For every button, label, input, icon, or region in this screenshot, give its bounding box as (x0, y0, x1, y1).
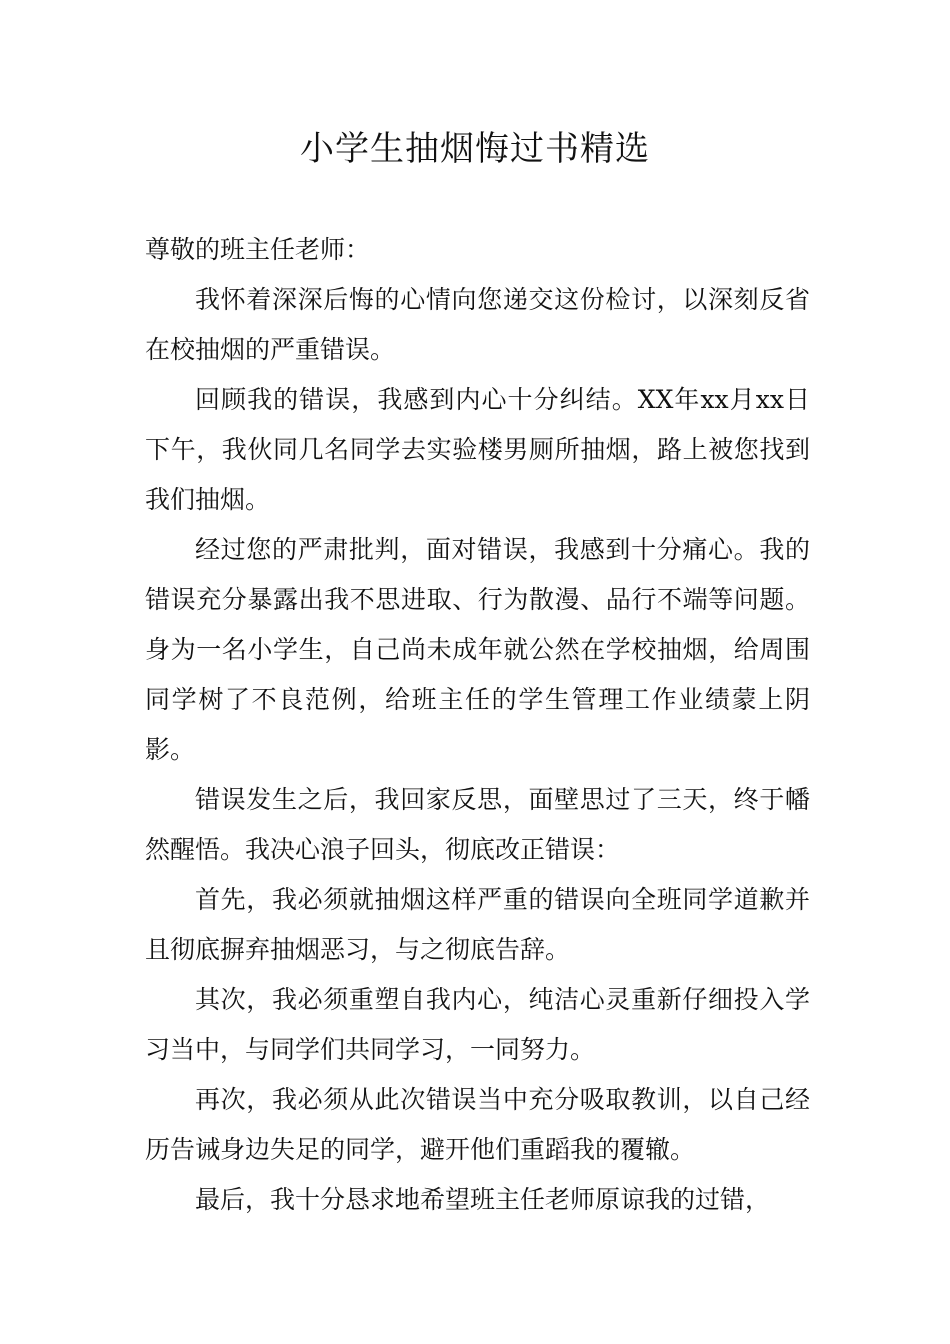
document-title: 小学生抽烟悔过书精选 (300, 129, 650, 169)
paragraph-review: 回顾我的错误，我感到内心十分纠结。XX年xx月xx日下午，我伙同几名同学去实验楼男厕所抽烟，路上被您找到我们抽烟。 (145, 385, 810, 514)
paragraph-first: 首先，我必须就抽烟这样严重的错误向全班同学道歉并且彻底摒弃抽烟恶习，与之彻底告辞。 (145, 885, 810, 964)
paragraph-intro: 我怀着深深后悔的心情向您递交这份检讨，以深刻反省在校抽烟的严重错误。 (145, 285, 810, 364)
paragraph-last: 最后，我十分恳求地希望班主任老师原谅我的过错， (195, 1185, 771, 1214)
salutation: 尊敬的班主任老师： (145, 235, 371, 264)
document-body (145, 225, 810, 1225)
paragraph-reflection: 错误发生之后，我回家反思，面壁思过了三天，终于幡然醒悟。我决心浪子回头，彻底改正错误： (145, 785, 810, 864)
paragraph-second: 其次，我必须重塑自我内心，纯洁心灵重新仔细投入学习当中，与同学们共同学习，一同努力。 (145, 985, 810, 1064)
paragraph-third: 再次，我必须从此次错误当中充分吸取教训，以自己经历告诫身边失足的同学，避开他们重蹈我的覆辙。 (145, 1085, 810, 1164)
paragraph-criticism: 经过您的严肃批判，面对错误，我感到十分痛心。我的错误充分暴露出我不思进取、行为散漫、品行不端等问题。身为一名小学生，自己尚未成年就公然在学校抽烟，给周围同学树了不良范例，给班主任的学生管理工作业绩蒙上阴影。 (145, 535, 810, 764)
